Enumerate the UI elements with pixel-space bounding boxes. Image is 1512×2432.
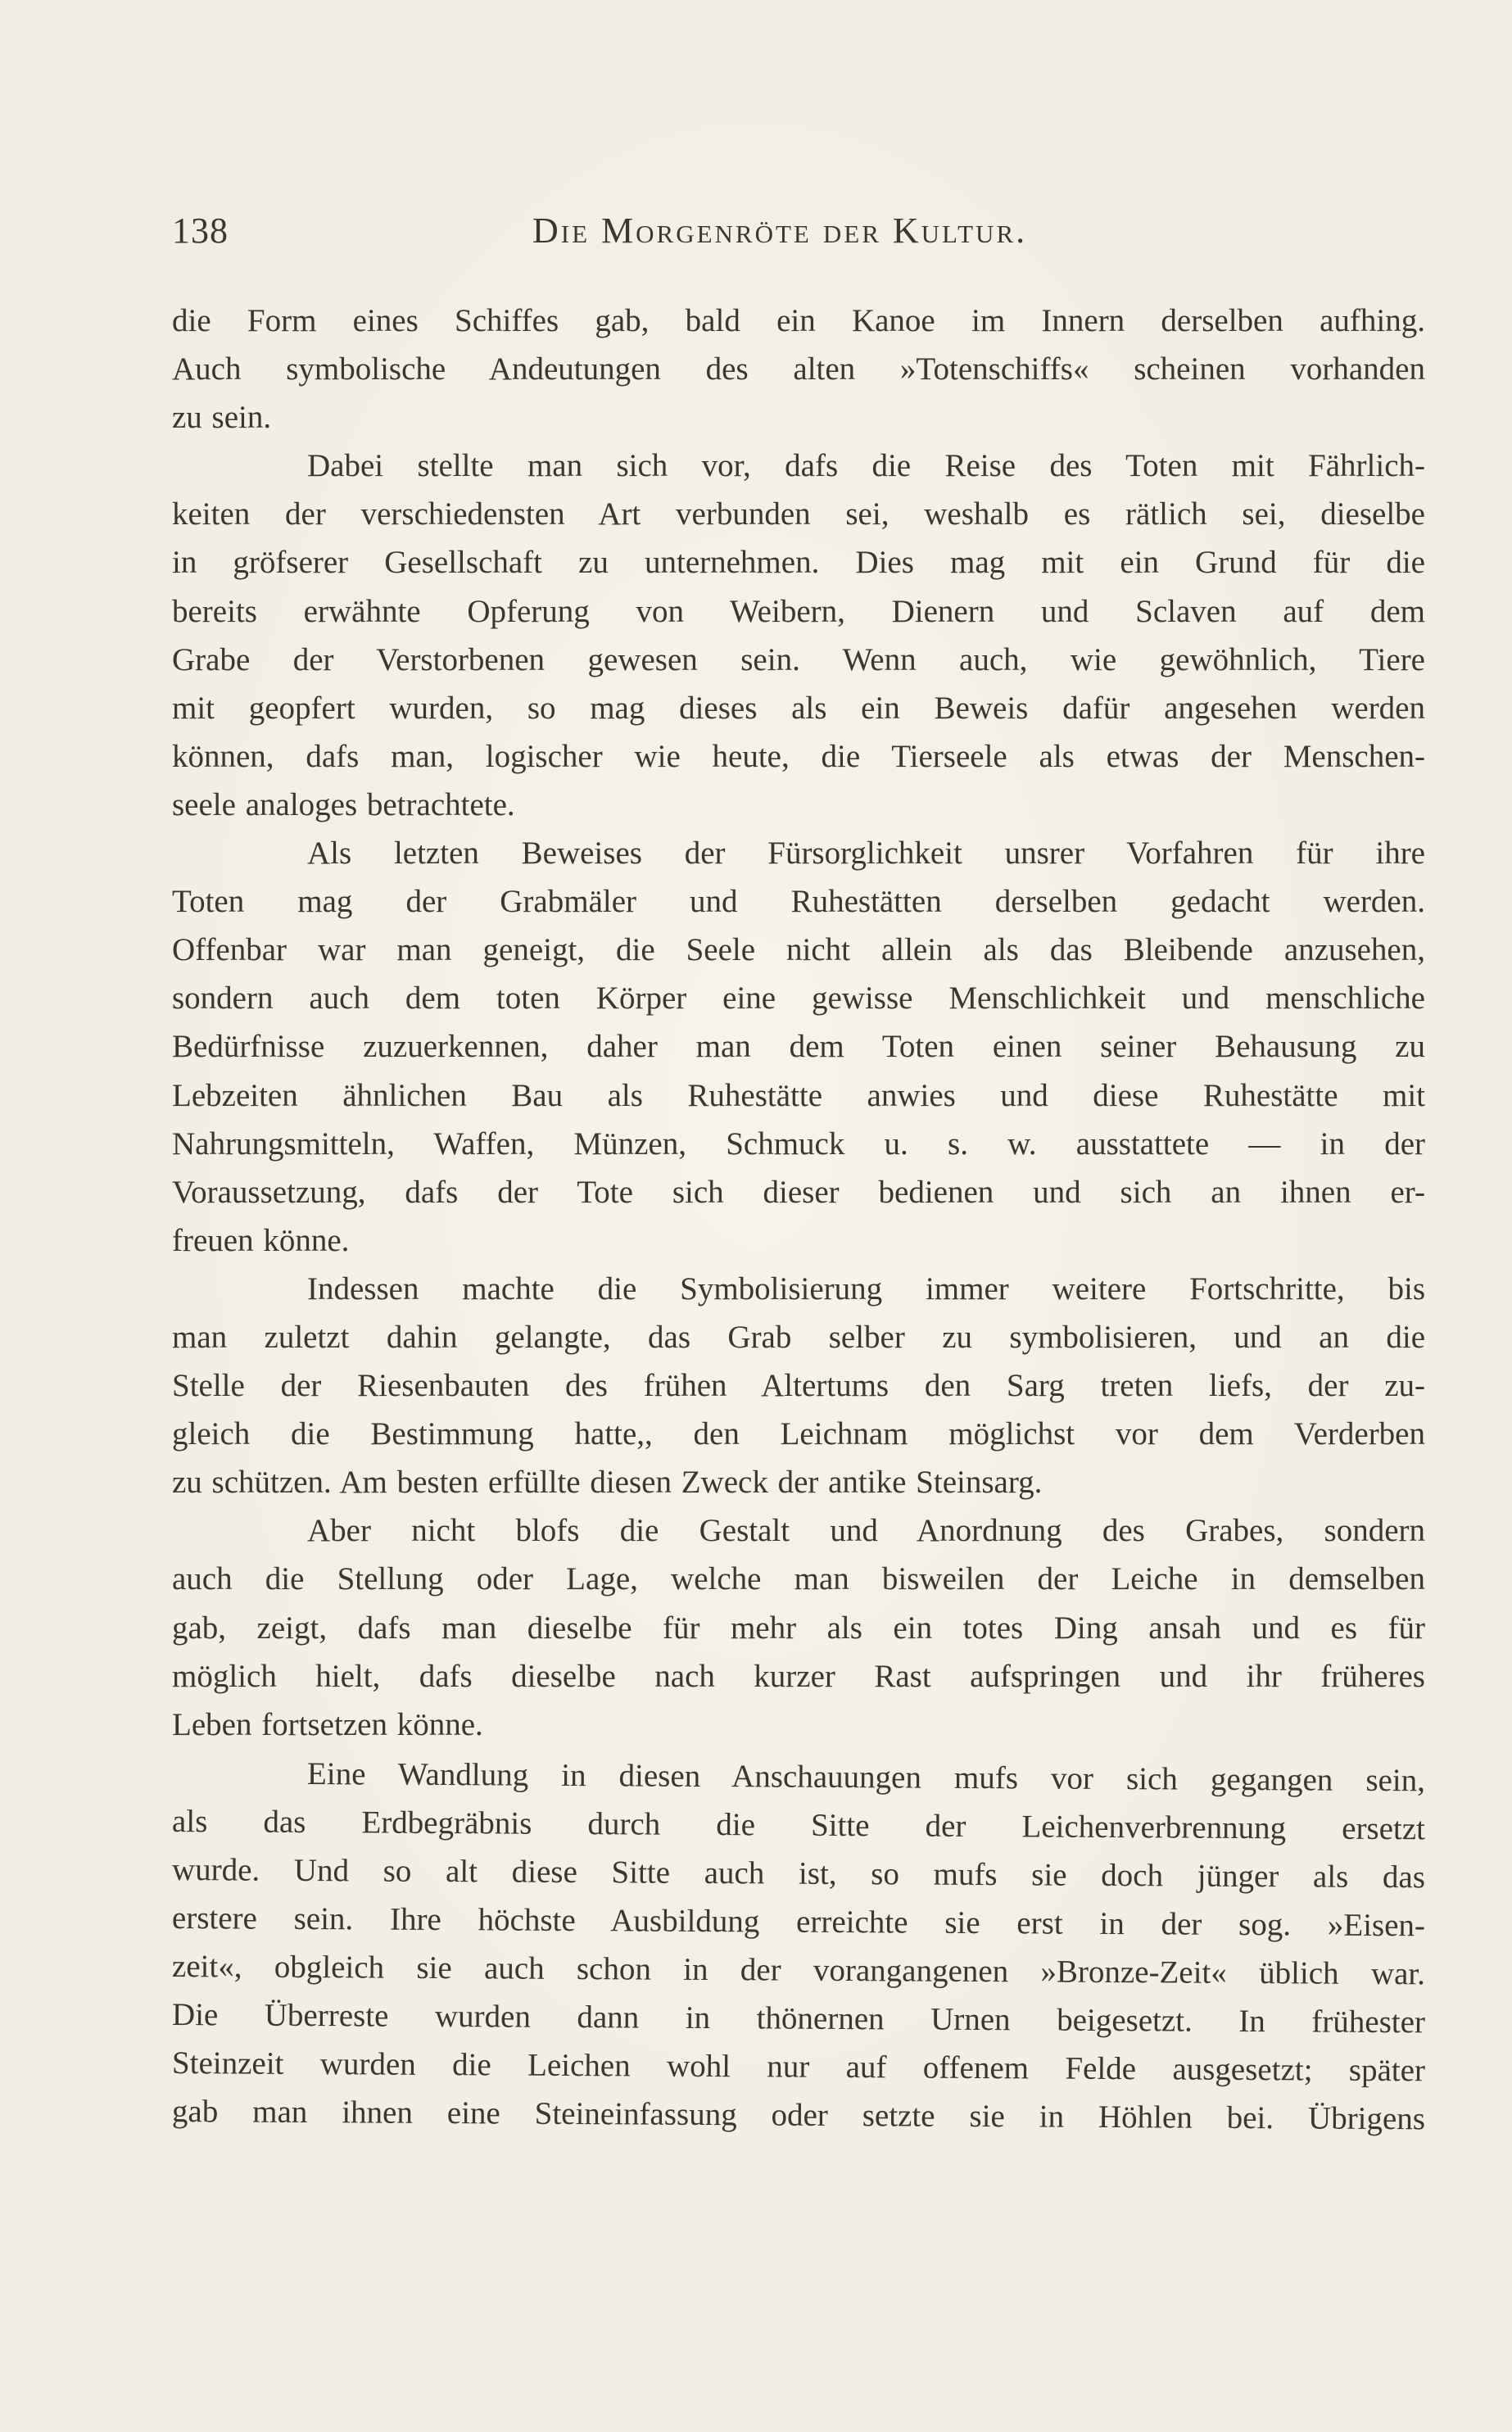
text-line: Als letzten Beweises der Fürsorglichkeit unsrer Vorfahren für ihre [307, 836, 1425, 872]
text-line: Lebzeiten ähnlichen Bau als Ruhestätte anwies und diese Ruhestätte mit [172, 1077, 1425, 1113]
text-line: zu schützen. Am besten erfüllte diesen Zweck der antike Steinsarg. [172, 1465, 1043, 1501]
text-line: können, dafs man, logischer wie heute, die Tierseele als etwas der Menschen- [172, 738, 1425, 774]
text-line: sondern auch dem toten Körper eine gewisse Menschlichkeit und menschliche [172, 980, 1425, 1017]
text-line: Aber nicht blofs die Gestalt und Anordnung des Grabes, sondern [307, 1513, 1425, 1549]
text-line: zeit«, obgleich sie auch schon in der vorangangenen »Bronze-Zeit« üblich war. [171, 1949, 1426, 1992]
text-line: Dabei stellte man sich vor, dafs die Reise des Toten mit Fährlich- [307, 448, 1425, 484]
text-line: Eine Wandlung in diesen Anschauungen mufs vor sich gegangen sein, [306, 1755, 1426, 1799]
text-line: Grabe der Verstorbenen gewesen sein. Wenn auch, wie gewöhnlich, Tiere [172, 641, 1425, 677]
body-text [172, 297, 1425, 2136]
text-line: Bedürfnisse zuzuerkennen, daher man dem Toten einen seiner Behausung zu [172, 1029, 1425, 1065]
text-line: zu sein. [172, 400, 272, 436]
text-line: auch die Stellung oder Lage, welche man bisweilen der Leiche in demselben [172, 1561, 1425, 1597]
text-line: Die Überreste wurden dann in thönernen Urnen beigesetzt. In frühester [171, 1997, 1426, 2040]
text-line: erstere sein. Ihre höchste Ausbildung erreichte sie erst in der sog. »Eisen- [171, 1900, 1426, 1944]
text-line: in gröfserer Gesellschaft zu unternehmen. Dies mag mit ein Grund für die [172, 545, 1425, 581]
text-line: möglich hielt, dafs dieselbe nach kurzer Rast aufspringen und ihr früheres [172, 1658, 1425, 1694]
text-line: Stelle der Riesenbauten des frühen Altertums den Sarg treten liefs, der zu- [172, 1368, 1425, 1404]
text-line: Steinzeit wurden die Leichen wohl nur auf offenem Felde ausgesetzt; später [171, 2045, 1426, 2089]
text-line: Nahrungsmitteln, Waffen, Münzen, Schmuck u. s. w. ausstattete — in der [172, 1125, 1425, 1162]
text-line: als das Erdbegräbnis durch die Sitte der Leichenverbrennung ersetzt [171, 1803, 1426, 1847]
text-line: freuen könne. [172, 1222, 350, 1258]
page-number: 138 [172, 211, 229, 251]
text-line: Auch symbolische Andeutungen des alten »Totenschiffs« scheinen vorhanden [172, 351, 1425, 387]
text-line: bereits erwähnte Opferung von Weibern, Dienern und Sclaven auf dem [172, 593, 1425, 629]
text-line: wurde. Und so alt diese Sitte auch ist, so mufs sie doch jünger als das [171, 1852, 1426, 1895]
text-line: seele analoges betrachtete. [172, 786, 515, 822]
text-line: Indessen machte die Symbolisierung immer weitere Fortschritte, bis [307, 1270, 1425, 1307]
text-line: gleich die Bestimmung hatte,, den Leichnam möglichst vor dem Verderben [172, 1416, 1425, 1452]
text-line: Voraussetzung, dafs der Tote sich dieser bedienen und sich an ihnen er- [172, 1174, 1425, 1210]
text-line: Toten mag der Grabmäler und Ruhestätten derselben gedacht werden. [172, 884, 1425, 920]
text-line: Leben fortsetzen könne. [172, 1706, 483, 1742]
text-line: gab, zeigt, dafs man dieselbe für mehr als ein totes Ding ansah und es für [172, 1610, 1425, 1646]
text-line: gab man ihnen eine Steineinfassung oder setzte sie in Höhlen bei. Übrigens [171, 2094, 1426, 2137]
text-line: die Form eines Schiffes gab, bald ein Kanoe im Innern derselben aufhing. [172, 303, 1425, 338]
page-header [172, 210, 1433, 259]
text-line: mit geopfert wurden, so mag dieses als ein Beweis dafür angesehen werden [172, 690, 1425, 726]
text-line: Offenbar war man geneigt, die Seele nicht allein als das Bleibende anzusehen, [172, 932, 1425, 968]
text-line: keiten der verschiedensten Art verbunden sei, weshalb es rätlich sei, dieselbe [172, 496, 1425, 532]
running-head: Die Morgenröte der Kultur. [532, 211, 1028, 251]
text-line: man zuletzt dahin gelangte, das Grab selber zu symbolisieren, und an die [172, 1319, 1425, 1355]
